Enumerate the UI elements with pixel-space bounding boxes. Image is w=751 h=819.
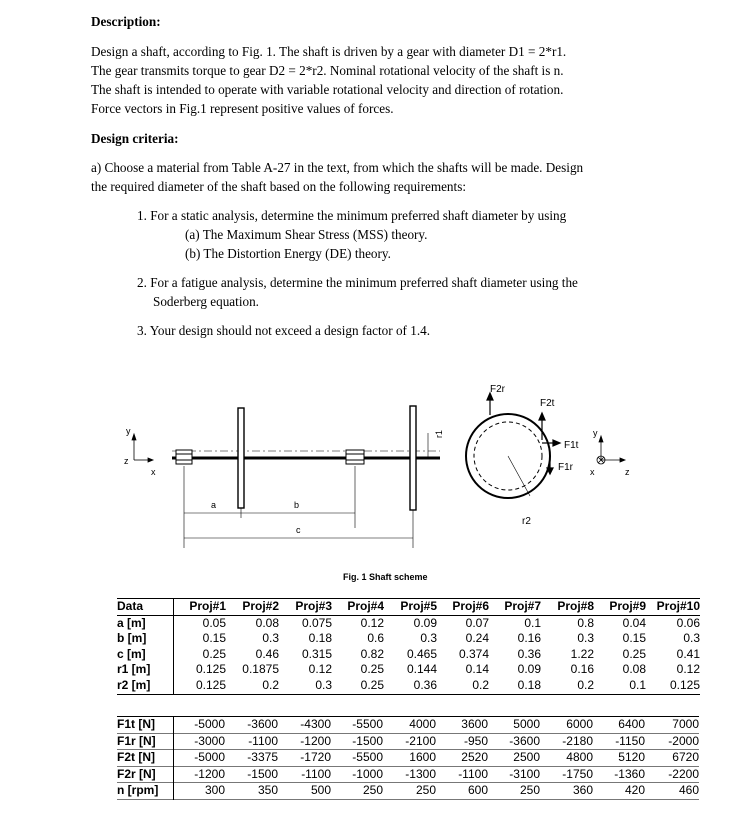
geometry-data-table <box>117 598 700 695</box>
table-cell: 0.07 <box>465 615 489 630</box>
force-row <box>117 733 699 750</box>
shaft-scheme-figure <box>110 378 710 554</box>
row-label: a [m] <box>117 615 174 631</box>
header-proj-9: Proj#9 <box>594 599 646 616</box>
force-row <box>117 783 699 800</box>
table-cell: -1500 <box>352 733 383 748</box>
force-data-table <box>117 716 699 800</box>
table-cell: 0.25 <box>622 646 646 661</box>
table-cell: 1600 <box>409 750 436 765</box>
table-cell: 0.3 <box>262 631 279 646</box>
table-cell: 6400 <box>618 717 645 731</box>
table-cell: -2000 <box>668 733 699 748</box>
criteria-item-1a: (a) The Maximum Shear Stress (MSS) theory. <box>185 227 428 242</box>
table-cell: -1300 <box>405 766 436 781</box>
table-cell: 0.3 <box>420 631 437 646</box>
table-cell: 0.09 <box>413 615 437 630</box>
table-cell: 0.04 <box>622 615 646 630</box>
table-cell: 0.144 <box>406 662 437 677</box>
table-cell: -3375 <box>247 750 278 765</box>
table-cell: -1100 <box>301 766 331 781</box>
table-cell: 0.075 <box>301 615 332 630</box>
table-cell: 0.46 <box>255 646 279 661</box>
table-cell: 0.6 <box>367 631 384 646</box>
table-cell: 0.14 <box>465 662 489 677</box>
description-line-3: The shaft is intended to operate with variable rotational velocity and direction of rotation. <box>91 82 564 97</box>
table-cell: 0.36 <box>413 677 437 692</box>
criteria-intro-2: the required diameter of the shaft based on the following requirements: <box>91 179 466 194</box>
force-row <box>117 766 699 783</box>
dim-label-c: c <box>296 525 301 535</box>
table-cell: -5000 <box>194 750 225 765</box>
data-row <box>117 647 700 663</box>
row-label: F1t [N] <box>117 717 173 734</box>
gear-circle-view <box>466 414 550 498</box>
table-cell: 2520 <box>461 750 488 765</box>
table-cell: 0.15 <box>622 631 646 646</box>
table-cell: 250 <box>362 783 383 798</box>
description-heading: Description: <box>91 14 161 29</box>
table-cell: 0.3 <box>683 631 700 646</box>
table-cell: 0.25 <box>202 646 226 661</box>
table-cell: 420 <box>624 783 645 798</box>
description-line-1: Design a shaft, according to Fig. 1. The shaft is driven by a gear with diameter D1 = 2*r1. <box>91 44 567 59</box>
header-proj-2: Proj#2 <box>226 599 279 616</box>
dim-label-b: b <box>294 500 300 510</box>
table-cell: 0.1 <box>524 615 541 630</box>
table-header-row <box>117 599 700 616</box>
gear-2-disk <box>410 406 416 510</box>
table-cell: 300 <box>204 783 225 798</box>
table-cell: 5000 <box>513 717 540 731</box>
table-cell: -1750 <box>562 766 593 781</box>
left-axis-x-label: x <box>151 467 156 477</box>
radius-r1-label: r1 <box>434 429 444 438</box>
table-cell: 460 <box>678 783 699 798</box>
table-cell: 350 <box>257 783 278 798</box>
description-line-2: The gear transmits torque to gear D2 = 2*r2. Nominal rotational velocity of the shaft is n. <box>91 63 564 78</box>
table-cell: 0.16 <box>517 631 541 646</box>
data-row <box>117 615 700 631</box>
table-cell: -1150 <box>615 733 645 748</box>
table-cell: 0.82 <box>360 646 384 661</box>
table-cell: -5500 <box>352 750 383 765</box>
table-cell: 4000 <box>409 717 436 731</box>
table-cell: 0.465 <box>406 646 437 661</box>
force-label-f2t: F2t <box>540 398 555 409</box>
table-cell: 0.09 <box>517 662 541 677</box>
table-cell: 4800 <box>566 750 593 765</box>
row-label: F2r [N] <box>117 766 173 783</box>
force-label-f1r: F1r <box>558 462 573 473</box>
table-cell: 0.08 <box>622 662 646 677</box>
row-label: n [rpm] <box>117 783 173 800</box>
table-cell: 0.06 <box>676 615 700 630</box>
table-cell: 0.1 <box>629 677 646 692</box>
criteria-item-1b: (b) The Distortion Energy (DE) theory. <box>185 246 391 261</box>
table-cell: 500 <box>310 783 331 798</box>
force-label-f1t: F1t <box>564 440 579 451</box>
data-row <box>117 631 700 647</box>
header-data: Data <box>117 599 174 616</box>
table-cell: 0.05 <box>202 615 226 630</box>
table-cell: 0.374 <box>458 646 489 661</box>
table-cell: 0.125 <box>195 662 226 677</box>
table-cell: -3600 <box>247 717 278 731</box>
table-cell: 2500 <box>513 750 540 765</box>
table-cell: 0.18 <box>308 631 332 646</box>
row-label: F2t [N] <box>117 750 173 767</box>
right-axes-icon <box>597 436 625 464</box>
left-bearing <box>176 450 192 464</box>
table-cell: 0.12 <box>308 662 332 677</box>
left-axis-y-label: y <box>126 426 131 436</box>
gear-1-disk <box>238 408 244 508</box>
header-proj-7: Proj#7 <box>489 599 541 616</box>
table-cell: -3600 <box>509 733 540 748</box>
table-cell: -2100 <box>405 733 436 748</box>
table-cell: 5120 <box>618 750 645 765</box>
left-axis-z-label: z <box>124 456 129 466</box>
row-label: b [m] <box>117 631 174 647</box>
criteria-item-3: 3. Your design should not exceed a design factor of 1.4. <box>137 323 431 338</box>
header-proj-10: Proj#10 <box>646 599 700 616</box>
table-cell: -1100 <box>248 733 278 748</box>
table-cell: -1200 <box>194 766 225 781</box>
row-label: c [m] <box>117 647 174 663</box>
table-cell: 0.125 <box>195 677 226 692</box>
table-cell: 250 <box>415 783 436 798</box>
table-cell: 0.08 <box>255 615 279 630</box>
table-cell: 0.25 <box>360 662 384 677</box>
table-cell: 1.22 <box>570 646 594 661</box>
data-row <box>117 662 700 678</box>
table-cell: -3100 <box>509 766 540 781</box>
table-cell: -1000 <box>352 766 383 781</box>
table-cell: -950 <box>463 733 488 748</box>
criteria-item-1: 1. For a static analysis, determine the minimum preferred shaft diameter by using <box>137 208 567 223</box>
table-cell: 0.125 <box>669 677 700 692</box>
table-cell: 0.41 <box>676 646 700 661</box>
criteria-item-2-line-2: Soderberg equation. <box>153 294 259 309</box>
figure-caption: Fig. 1 Shaft scheme <box>343 572 428 582</box>
table-cell: 0.2 <box>472 677 489 692</box>
right-axis-z-label: z <box>625 467 630 477</box>
right-axis-x-label: x <box>590 467 595 477</box>
force-row <box>117 717 699 734</box>
header-proj-3: Proj#3 <box>279 599 332 616</box>
table-cell: 0.12 <box>676 662 700 677</box>
header-proj-6: Proj#6 <box>437 599 489 616</box>
criteria-item-2-line-1: 2. For a fatigue analysis, determine the minimum preferred shaft diameter using the <box>137 275 578 290</box>
table-cell: 6720 <box>672 750 699 765</box>
right-bearing <box>346 450 364 464</box>
left-axes-icon <box>132 434 153 462</box>
dim-label-a: a <box>211 500 217 510</box>
table-cell: -1500 <box>247 766 278 781</box>
row-label: F1r [N] <box>117 733 173 750</box>
data-row <box>117 678 700 694</box>
header-proj-5: Proj#5 <box>384 599 437 616</box>
table-cell: -1100 <box>458 766 488 781</box>
table-cell: 0.8 <box>577 615 594 630</box>
table-cell: 0.3 <box>577 631 594 646</box>
table-cell: 0.2 <box>577 677 594 692</box>
table-cell: 0.18 <box>517 677 541 692</box>
table-cell: -1360 <box>614 766 645 781</box>
table-cell: -3000 <box>194 733 225 748</box>
table-cell: 3600 <box>461 717 488 731</box>
table-cell: 600 <box>467 783 488 798</box>
table-cell: 6000 <box>566 717 593 731</box>
table-cell: 0.2 <box>262 677 279 692</box>
header-proj-4: Proj#4 <box>332 599 384 616</box>
table-cell: 0.1875 <box>242 662 279 677</box>
criteria-intro-1: a) Choose a material from Table A-27 in the text, from which the shafts will be made. Design <box>91 160 584 175</box>
row-label: r1 [m] <box>117 662 174 678</box>
table-cell: 7000 <box>672 717 699 731</box>
table-cell: 0.12 <box>360 615 384 630</box>
table-cell: 0.16 <box>570 662 594 677</box>
table-cell: -5000 <box>194 717 225 731</box>
table-cell: 0.315 <box>301 646 332 661</box>
table-cell: -4300 <box>300 717 331 731</box>
header-proj-1: Proj#1 <box>174 599 227 616</box>
row-label: r2 [m] <box>117 678 174 694</box>
table-cell: -5500 <box>352 717 383 731</box>
table-cell: 360 <box>572 783 593 798</box>
table-cell: -2180 <box>562 733 593 748</box>
header-proj-8: Proj#8 <box>541 599 594 616</box>
force-label-f2r: F2r <box>490 384 505 395</box>
table-cell: -2200 <box>668 766 699 781</box>
table-cell: 0.3 <box>315 677 332 692</box>
right-axis-y-label: y <box>593 428 598 438</box>
shaft <box>172 451 440 458</box>
table-cell: -1720 <box>300 750 331 765</box>
radius-r2-label: r2 <box>522 516 531 527</box>
description-line-4: Force vectors in Fig.1 represent positive values of forces. <box>91 101 394 116</box>
criteria-heading: Design criteria: <box>91 131 179 146</box>
table-cell: 0.15 <box>202 631 226 646</box>
table-cell: -1200 <box>300 733 331 748</box>
table-cell: 0.24 <box>465 631 489 646</box>
table-cell: 0.36 <box>517 646 541 661</box>
table-cell: 0.25 <box>360 677 384 692</box>
force-row <box>117 750 699 767</box>
table-cell: 250 <box>519 783 540 798</box>
